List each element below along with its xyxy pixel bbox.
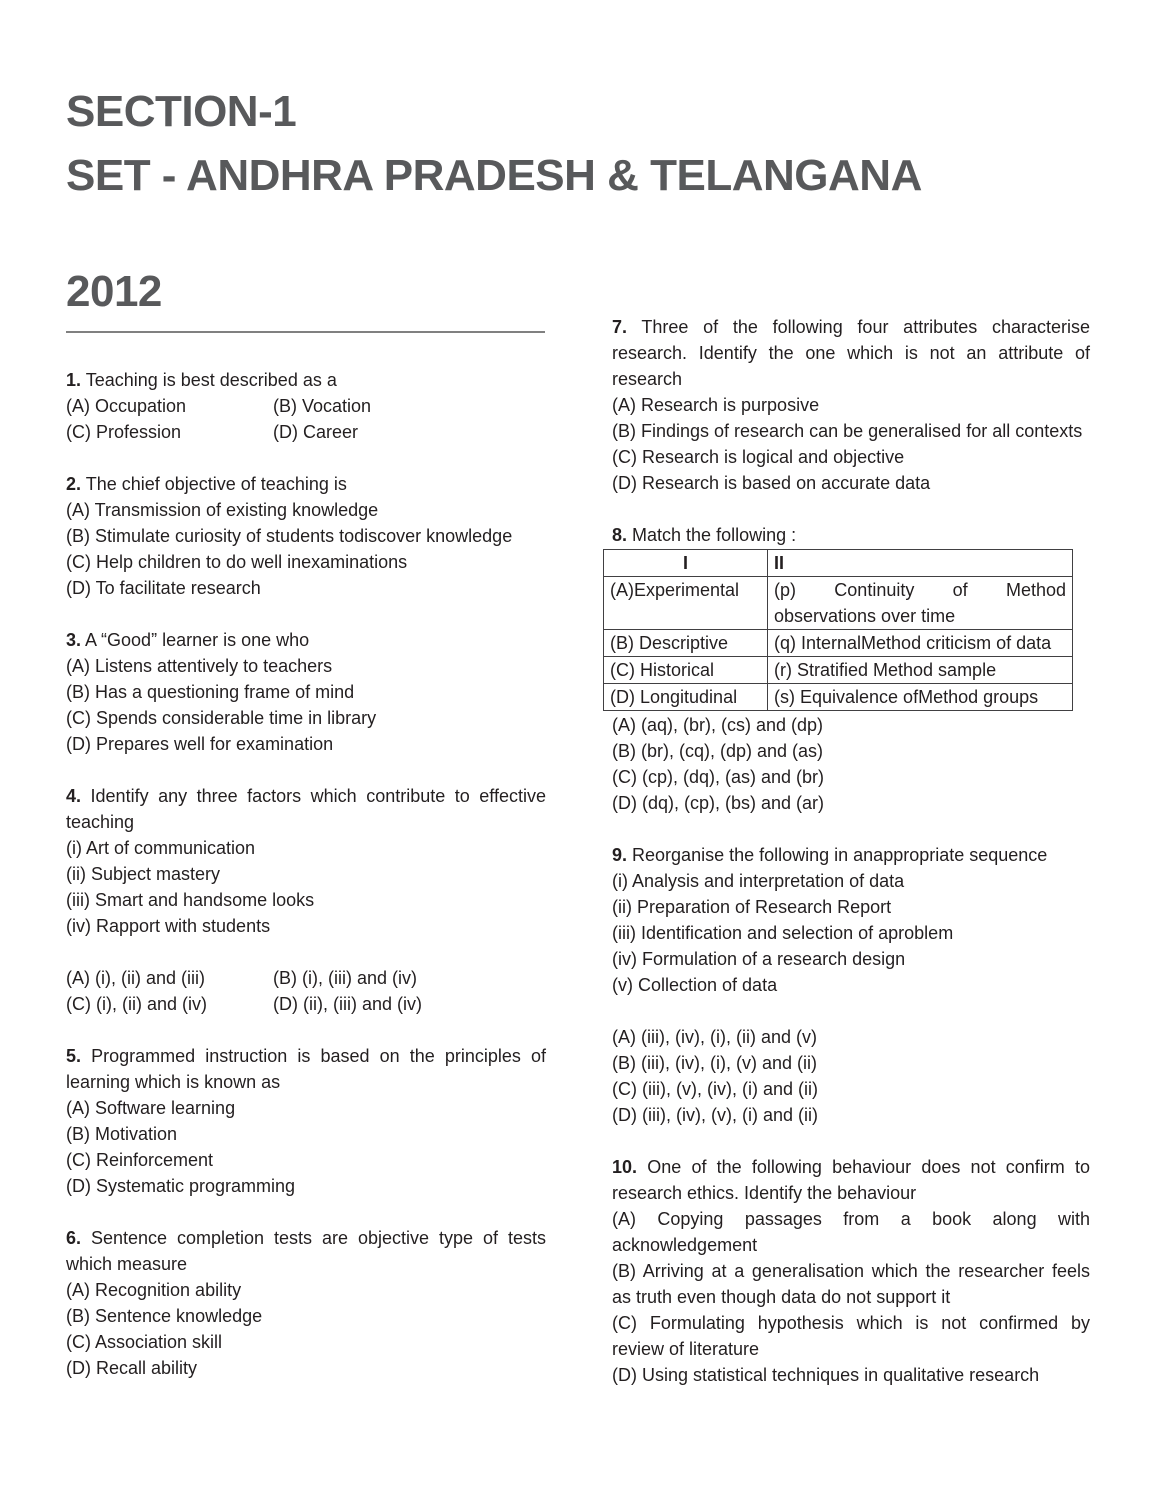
list-item: (v) Collection of data	[612, 975, 778, 995]
question-10	[612, 1154, 1090, 1388]
option: (D) (ii), (iii) and (iv)	[273, 994, 422, 1014]
question-8	[612, 522, 1090, 816]
set-title: SET - ANDHRA PRADESH & TELANGANA	[66, 151, 922, 200]
option: (A) (i), (ii) and (iii)	[66, 968, 205, 988]
question-number: 3.	[66, 630, 82, 650]
match-table	[603, 549, 1073, 711]
table-row	[604, 657, 1073, 684]
option: (B) Sentence knowledge	[66, 1306, 263, 1326]
options-row	[66, 991, 546, 1017]
option: (B) Vocation	[273, 396, 372, 416]
question-stem	[612, 522, 1090, 548]
option: (B) Motivation	[66, 1124, 178, 1144]
option: (C) (i), (ii) and (iv)	[66, 994, 207, 1014]
option: (C) Help children to do well inexaminations	[66, 552, 408, 572]
column-header: II	[768, 550, 1073, 577]
list-item: (iv) Rapport with students	[66, 916, 271, 936]
option: (C) (cp), (dq), (as) and (br)	[612, 767, 825, 787]
list-item: (ii) Preparation of Research Report	[612, 897, 892, 917]
question-2	[66, 471, 546, 601]
option: (C) Reinforcement	[66, 1150, 214, 1170]
table-row	[604, 684, 1073, 711]
stem-text: One of the following behaviour does not confirm to research ethics. Identify the behaviour	[612, 1157, 1090, 1203]
question-stem	[612, 842, 1090, 868]
stem-text: A “Good” learner is one who	[85, 630, 310, 650]
option: (C) Spends considerable time in library	[66, 708, 377, 728]
question-stem	[66, 1225, 546, 1277]
stem-text: Sentence completion tests are objective type of tests which measure	[66, 1228, 546, 1274]
option: (A) Listens attentively to teachers	[66, 656, 333, 676]
year-heading: 2012	[66, 267, 162, 316]
column-header: I	[604, 550, 768, 577]
question-number: 1.	[66, 370, 82, 390]
option: (A) Occupation	[66, 396, 187, 416]
question-stem	[66, 627, 546, 653]
question-7	[612, 314, 1090, 496]
table-header-row	[604, 550, 1073, 577]
question-number: 2.	[66, 474, 82, 494]
question-4	[66, 783, 546, 1017]
option: (A) Copying passages from a book along with acknowledgement	[612, 1209, 1090, 1255]
horizontal-rule	[66, 331, 545, 333]
table-cell: (r) Stratified Method sample	[768, 657, 1073, 684]
question-6	[66, 1225, 546, 1381]
table-cell: (A)Experimental	[604, 577, 768, 630]
table-cell: (C) Historical	[604, 657, 768, 684]
list-item: (iv) Formulation of a research design	[612, 949, 906, 969]
option: (A) (aq), (br), (cs) and (dp)	[612, 715, 824, 735]
question-stem	[66, 1043, 546, 1095]
option: (C) Formulating hypothesis which is not confirmed by review of literature	[612, 1313, 1090, 1359]
question-number: 10.	[612, 1157, 638, 1177]
question-1	[66, 367, 546, 445]
question-stem	[66, 783, 546, 835]
option: (D) Using statistical techniques in qualitative research	[612, 1365, 1040, 1385]
question-3	[66, 627, 546, 757]
question-number: 6.	[66, 1228, 82, 1248]
table-row	[604, 630, 1073, 657]
list-item: (i) Analysis and interpretation of data	[612, 871, 905, 891]
option: (B) Stimulate curiosity of students todiscover knowledge	[66, 526, 513, 546]
question-5	[66, 1043, 546, 1199]
question-stem	[612, 1154, 1090, 1206]
stem-text: Match the following :	[632, 525, 797, 545]
question-stem	[66, 471, 546, 497]
option: (A) (iii), (iv), (i), (ii) and (v)	[612, 1027, 817, 1047]
list-item: (i) Art of communication	[66, 838, 256, 858]
option: (B) Has a questioning frame of mind	[66, 682, 355, 702]
option: (D) To facilitate research	[66, 578, 261, 598]
option: (C) Research is logical and objective	[612, 447, 905, 467]
question-number: 5.	[66, 1046, 82, 1066]
left-column	[66, 367, 546, 1407]
option: (B) Arriving at a generalisation which the researcher feels as truth even though data do not support it	[612, 1261, 1090, 1307]
option: (D) (iii), (iv), (v), (i) and (ii)	[612, 1105, 818, 1125]
option: (C) Profession	[66, 422, 182, 442]
list-item: (iii) Identification and selection of aproblem	[612, 923, 954, 943]
option: (D) Prepares well for examination	[66, 734, 334, 754]
options-row	[66, 419, 546, 445]
table-cell: (D) Longitudinal	[604, 684, 768, 711]
question-number: 8.	[612, 525, 628, 545]
option: (D) Recall ability	[66, 1358, 198, 1378]
list-item: (ii) Subject mastery	[66, 864, 221, 884]
option: (A) Transmission of existing knowledge	[66, 500, 379, 520]
option: (C) Association skill	[66, 1332, 223, 1352]
right-column	[612, 314, 1090, 1414]
option: (D) Career	[273, 422, 359, 442]
question-number: 9.	[612, 845, 628, 865]
options-row	[66, 393, 546, 419]
stem-text: Three of the following four attributes characterise research. Identify the one which is not an attribute of research	[612, 317, 1090, 389]
table-cell: (q) InternalMethod criticism of data	[768, 630, 1073, 657]
stem-text: Reorganise the following in anappropriate sequence	[632, 845, 1048, 865]
option: (B) (i), (iii) and (iv)	[273, 968, 417, 988]
question-number: 7.	[612, 317, 628, 337]
list-item: (iii) Smart and handsome looks	[66, 890, 315, 910]
option: (D) (dq), (cp), (bs) and (ar)	[612, 793, 825, 813]
option: (B) (br), (cq), (dp) and (as)	[612, 741, 824, 761]
question-number: 4.	[66, 786, 82, 806]
table-cell: (B) Descriptive	[604, 630, 768, 657]
stem-text: The chief objective of teaching is	[85, 474, 347, 494]
option: (B) Findings of research can be generalised for all contexts	[612, 421, 1083, 441]
option: (D) Systematic programming	[66, 1176, 296, 1196]
table-cell: (s) Equivalence ofMethod groups	[768, 684, 1073, 711]
section-title: SECTION-1	[66, 87, 297, 136]
question-stem	[66, 367, 546, 393]
stem-text: Identify any three factors which contribute to effective teaching	[66, 786, 546, 832]
options-row	[66, 965, 546, 991]
table-cell: (p) Continuity of Method observations over time	[768, 577, 1073, 630]
option: (A) Recognition ability	[66, 1280, 242, 1300]
option: (C) (iii), (v), (iv), (i) and (ii)	[612, 1079, 818, 1099]
table-row	[604, 577, 1073, 630]
option: (D) Research is based on accurate data	[612, 473, 931, 493]
question-stem	[612, 314, 1090, 392]
question-9	[612, 842, 1090, 1128]
option: (A) Software learning	[66, 1098, 236, 1118]
stem-text: Programmed instruction is based on the principles of learning which is known as	[66, 1046, 546, 1092]
option: (A) Research is purposive	[612, 395, 820, 415]
stem-text: Teaching is best described as a	[85, 370, 337, 390]
option: (B) (iii), (iv), (i), (v) and (ii)	[612, 1053, 817, 1073]
